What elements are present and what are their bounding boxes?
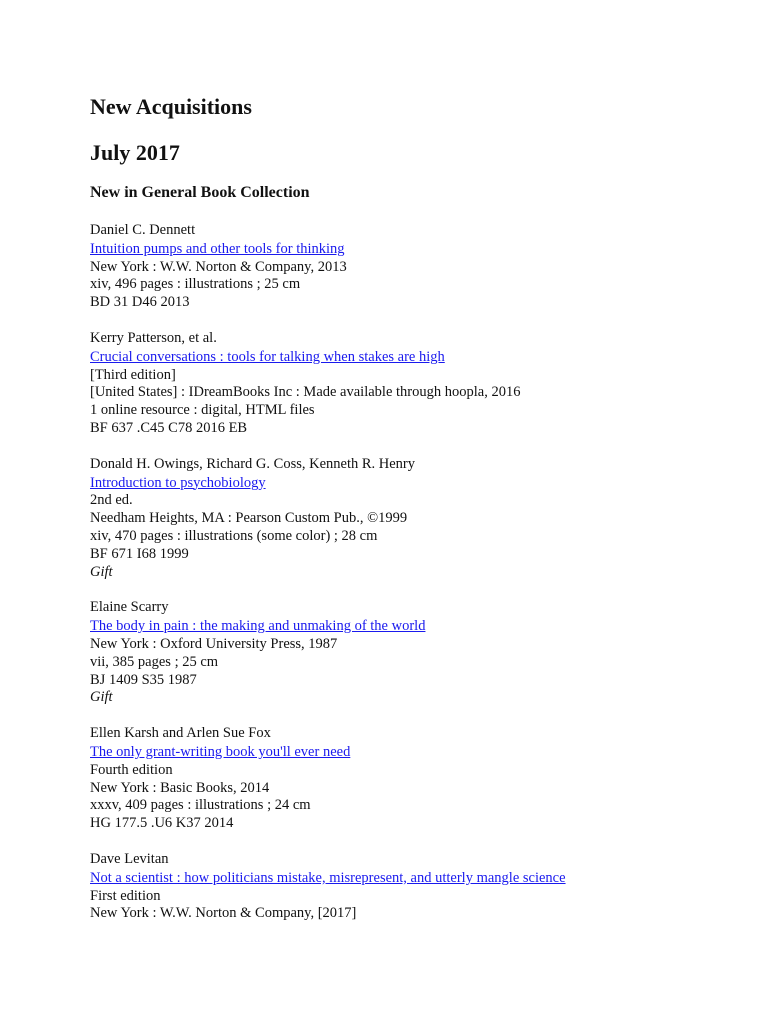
entry-call-number: BJ 1409 S35 1987 — [90, 671, 197, 688]
entry-author: Daniel C. Dennett — [90, 222, 196, 238]
entry-author: Kerry Patterson, et al. — [90, 329, 217, 346]
page-date: July 2017 — [90, 140, 180, 165]
entry-description: vii, 385 pages ; 25 cm — [90, 653, 219, 670]
entry-publisher: New York : Basic Books, 2014 — [90, 779, 270, 796]
entry-publisher: Needham Heights, MA : Pearson Custom Pub., ©1999 — [90, 510, 408, 527]
list-item — [90, 851, 750, 923]
entry-call-number: BF 671 I68 1999 — [90, 545, 189, 562]
entry-edition: First edition — [90, 887, 161, 904]
entry-call-number: BD 31 D46 2013 — [90, 294, 190, 311]
list-item — [90, 456, 750, 582]
entry-title-link[interactable]: The body in pain : the making and unmaking of the world — [90, 618, 426, 635]
entry-edition: [Third edition] — [90, 366, 176, 383]
entry-edition: Fourth edition — [90, 761, 173, 778]
entry-description: xxxv, 409 pages : illustrations ; 24 cm — [90, 797, 311, 814]
entry-title-link[interactable]: Introduction to psychobiology — [90, 474, 266, 491]
entry-title-link[interactable]: Intuition pumps and other tools for thinking — [90, 240, 345, 257]
list-item — [90, 725, 750, 833]
entry-publisher: New York : W.W. Norton & Company, 2013 — [90, 258, 347, 275]
entry-publisher: New York : Oxford University Press, 1987 — [90, 635, 338, 652]
entry-author: Elaine Scarry — [90, 599, 169, 616]
entry-publisher: [United States] : IDreamBooks Inc : Made available through hoopla, 2016 — [90, 384, 521, 401]
entry-note: Gift — [90, 563, 113, 580]
page-title: New Acquisitions — [90, 94, 252, 119]
entry-title-link[interactable]: Crucial conversations : tools for talking when stakes are high — [90, 348, 445, 365]
entry-description: xiv, 470 pages : illustrations (some color) ; 28 cm — [90, 527, 378, 544]
list-item — [90, 330, 750, 438]
acquisitions-list — [90, 222, 750, 923]
entry-description: 1 online resource : digital, HTML files — [90, 402, 315, 419]
entry-author: Dave Levitan — [90, 850, 169, 867]
entry-publisher: New York : W.W. Norton & Company, [2017] — [90, 905, 357, 922]
entry-description: xiv, 496 pages : illustrations ; 25 cm — [90, 276, 301, 293]
entry-call-number: HG 177.5 .U6 K37 2014 — [90, 815, 234, 832]
entry-edition: 2nd ed. — [90, 492, 133, 509]
document-page — [90, 92, 750, 941]
entry-note: Gift — [90, 689, 113, 706]
entry-title-link[interactable]: Not a scientist : how politicians mistake, misrepresent, and utterly mangle science — [90, 869, 566, 886]
list-item — [90, 222, 750, 312]
entry-author: Donald H. Owings, Richard G. Coss, Kenneth R. Henry — [90, 455, 416, 472]
entry-author: Ellen Karsh and Arlen Sue Fox — [90, 725, 271, 742]
entry-call-number: BF 637 .C45 C78 2016 EB — [90, 419, 248, 436]
entry-title-link[interactable]: The only grant-writing book you'll ever need — [90, 743, 351, 760]
section-heading: New in General Book Collection — [90, 184, 310, 201]
list-item — [90, 599, 750, 707]
